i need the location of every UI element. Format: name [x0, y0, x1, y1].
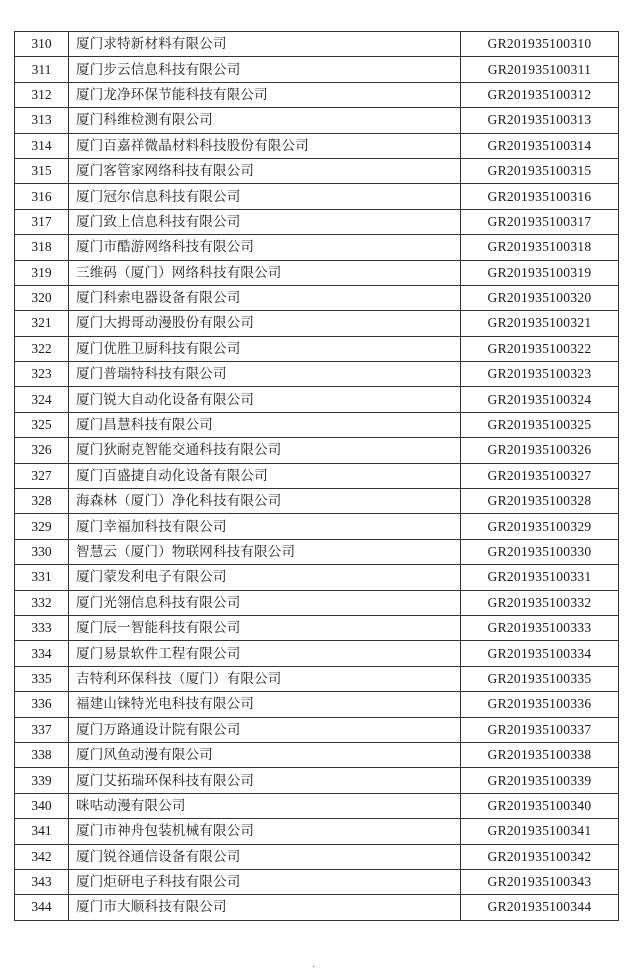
certificate-code-cell: GR201935100337 [461, 717, 619, 742]
table-row [15, 793, 619, 818]
company-name-cell: 厦门市酷游网络科技有限公司 [69, 235, 461, 260]
company-name-cell: 厦门冠尔信息科技有限公司 [69, 184, 461, 209]
row-number-cell: 335 [15, 666, 69, 691]
row-number-cell: 342 [15, 844, 69, 869]
row-number-cell: 312 [15, 82, 69, 107]
row-number-cell: 327 [15, 463, 69, 488]
company-name-cell: 厦门大拇哥动漫股份有限公司 [69, 311, 461, 336]
certificate-code-cell: GR201935100342 [461, 844, 619, 869]
certificate-code-cell: GR201935100315 [461, 158, 619, 183]
table-row [15, 158, 619, 183]
certificate-code-cell: GR201935100340 [461, 793, 619, 818]
row-number-cell: 326 [15, 438, 69, 463]
row-number-cell: 336 [15, 692, 69, 717]
company-name-cell: 厦门昌慧科技有限公司 [69, 412, 461, 437]
certificate-code-cell: GR201935100335 [461, 666, 619, 691]
company-name-cell: 厦门市大顺科技有限公司 [69, 895, 461, 920]
table-row [15, 336, 619, 361]
table-row [15, 209, 619, 234]
certificate-code-cell: GR201935100325 [461, 412, 619, 437]
certificate-code-cell: GR201935100343 [461, 869, 619, 894]
table-row [15, 311, 619, 336]
company-name-cell: 福建山铼特光电科技有限公司 [69, 692, 461, 717]
table-body [15, 32, 619, 921]
row-number-cell: 331 [15, 565, 69, 590]
certificate-code-cell: GR201935100313 [461, 108, 619, 133]
table-row [15, 32, 619, 57]
certificate-code-cell: GR201935100312 [461, 82, 619, 107]
table-row [15, 438, 619, 463]
company-name-cell: 厦门科索电器设备有限公司 [69, 285, 461, 310]
company-name-cell: 厦门易景软件工程有限公司 [69, 641, 461, 666]
row-number-cell: 317 [15, 209, 69, 234]
row-number-cell: 332 [15, 590, 69, 615]
table-row [15, 844, 619, 869]
certificate-code-cell: GR201935100314 [461, 133, 619, 158]
row-number-cell: 313 [15, 108, 69, 133]
company-name-cell: 厦门光翎信息科技有限公司 [69, 590, 461, 615]
table-row [15, 184, 619, 209]
company-name-cell: 厦门龙净环保节能科技有限公司 [69, 82, 461, 107]
table-row [15, 235, 619, 260]
row-number-cell: 329 [15, 514, 69, 539]
table-row [15, 260, 619, 285]
certificate-code-cell: GR201935100330 [461, 539, 619, 564]
company-name-cell: 厦门炬研电子科技有限公司 [69, 869, 461, 894]
table-row [15, 869, 619, 894]
row-number-cell: 340 [15, 793, 69, 818]
table-row [15, 717, 619, 742]
table-row [15, 82, 619, 107]
certificate-code-cell: GR201935100324 [461, 387, 619, 412]
row-number-cell: 310 [15, 32, 69, 57]
table-row [15, 590, 619, 615]
table-row [15, 285, 619, 310]
company-name-cell: 海森林（厦门）净化科技有限公司 [69, 489, 461, 514]
table-row [15, 615, 619, 640]
certificate-code-cell: GR201935100329 [461, 514, 619, 539]
company-name-cell: 厦门风鱼动漫有限公司 [69, 742, 461, 767]
company-name-cell: 厦门狄耐克智能交通科技有限公司 [69, 438, 461, 463]
row-number-cell: 318 [15, 235, 69, 260]
page-mark: · [312, 962, 316, 973]
certificate-code-cell: GR201935100318 [461, 235, 619, 260]
company-name-cell: 厦门优胜卫厨科技有限公司 [69, 336, 461, 361]
company-name-cell: 吉特利环保科技（厦门）有限公司 [69, 666, 461, 691]
certificate-code-cell: GR201935100323 [461, 362, 619, 387]
table-row [15, 742, 619, 767]
company-name-cell: 厦门百盛捷自动化设备有限公司 [69, 463, 461, 488]
certificate-code-cell: GR201935100319 [461, 260, 619, 285]
row-number-cell: 333 [15, 615, 69, 640]
certificate-code-cell: GR201935100339 [461, 768, 619, 793]
company-name-cell: 厦门辰一智能科技有限公司 [69, 615, 461, 640]
table-row [15, 819, 619, 844]
row-number-cell: 338 [15, 742, 69, 767]
table-row [15, 133, 619, 158]
table-row [15, 108, 619, 133]
certificate-code-cell: GR201935100333 [461, 615, 619, 640]
table-row [15, 387, 619, 412]
certificate-code-cell: GR201935100317 [461, 209, 619, 234]
company-name-cell: 厦门致上信息科技有限公司 [69, 209, 461, 234]
certificate-code-cell: GR201935100331 [461, 565, 619, 590]
certificate-code-cell: GR201935100322 [461, 336, 619, 361]
certificate-code-cell: GR201935100338 [461, 742, 619, 767]
row-number-cell: 319 [15, 260, 69, 285]
company-name-cell: 厦门锐大自动化设备有限公司 [69, 387, 461, 412]
row-number-cell: 316 [15, 184, 69, 209]
row-number-cell: 320 [15, 285, 69, 310]
certificate-code-cell: GR201935100310 [461, 32, 619, 57]
row-number-cell: 322 [15, 336, 69, 361]
company-name-cell: 厦门锐谷通信设备有限公司 [69, 844, 461, 869]
certificate-code-cell: GR201935100316 [461, 184, 619, 209]
certificate-code-cell: GR201935100320 [461, 285, 619, 310]
table-row [15, 489, 619, 514]
company-name-cell: 厦门求特新材料有限公司 [69, 32, 461, 57]
company-name-cell: 厦门万路通设计院有限公司 [69, 717, 461, 742]
row-number-cell: 341 [15, 819, 69, 844]
row-number-cell: 328 [15, 489, 69, 514]
certificate-code-cell: GR201935100344 [461, 895, 619, 920]
table-row [15, 895, 619, 920]
row-number-cell: 344 [15, 895, 69, 920]
table-row [15, 565, 619, 590]
table-row [15, 692, 619, 717]
company-name-cell: 厦门客管家网络科技有限公司 [69, 158, 461, 183]
row-number-cell: 330 [15, 539, 69, 564]
row-number-cell: 343 [15, 869, 69, 894]
enterprise-table [14, 31, 619, 921]
company-name-cell: 厦门蒙发利电子有限公司 [69, 565, 461, 590]
certificate-code-cell: GR201935100336 [461, 692, 619, 717]
row-number-cell: 334 [15, 641, 69, 666]
table-row [15, 539, 619, 564]
table-row [15, 768, 619, 793]
table-row [15, 463, 619, 488]
certificate-code-cell: GR201935100328 [461, 489, 619, 514]
table-row [15, 666, 619, 691]
table-row [15, 641, 619, 666]
certificate-code-cell: GR201935100321 [461, 311, 619, 336]
row-number-cell: 325 [15, 412, 69, 437]
company-name-cell: 厦门科维检测有限公司 [69, 108, 461, 133]
company-name-cell: 智慧云（厦门）物联网科技有限公司 [69, 539, 461, 564]
company-name-cell: 厦门步云信息科技有限公司 [69, 57, 461, 82]
table-row [15, 412, 619, 437]
certificate-code-cell: GR201935100326 [461, 438, 619, 463]
company-name-cell: 咪咕动漫有限公司 [69, 793, 461, 818]
company-name-cell: 厦门幸福加科技有限公司 [69, 514, 461, 539]
certificate-code-cell: GR201935100311 [461, 57, 619, 82]
certificate-code-cell: GR201935100334 [461, 641, 619, 666]
row-number-cell: 339 [15, 768, 69, 793]
row-number-cell: 311 [15, 57, 69, 82]
company-name-cell: 厦门普瑞特科技有限公司 [69, 362, 461, 387]
company-name-cell: 厦门艾拓瑞环保科技有限公司 [69, 768, 461, 793]
row-number-cell: 321 [15, 311, 69, 336]
row-number-cell: 324 [15, 387, 69, 412]
table-row [15, 514, 619, 539]
company-name-cell: 三维码（厦门）网络科技有限公司 [69, 260, 461, 285]
row-number-cell: 337 [15, 717, 69, 742]
company-name-cell: 厦门市神舟包装机械有限公司 [69, 819, 461, 844]
certificate-code-cell: GR201935100332 [461, 590, 619, 615]
table-row [15, 57, 619, 82]
row-number-cell: 314 [15, 133, 69, 158]
certificate-code-cell: GR201935100341 [461, 819, 619, 844]
company-name-cell: 厦门百嘉祥微晶材料科技股份有限公司 [69, 133, 461, 158]
table-row [15, 362, 619, 387]
row-number-cell: 315 [15, 158, 69, 183]
certificate-code-cell: GR201935100327 [461, 463, 619, 488]
row-number-cell: 323 [15, 362, 69, 387]
